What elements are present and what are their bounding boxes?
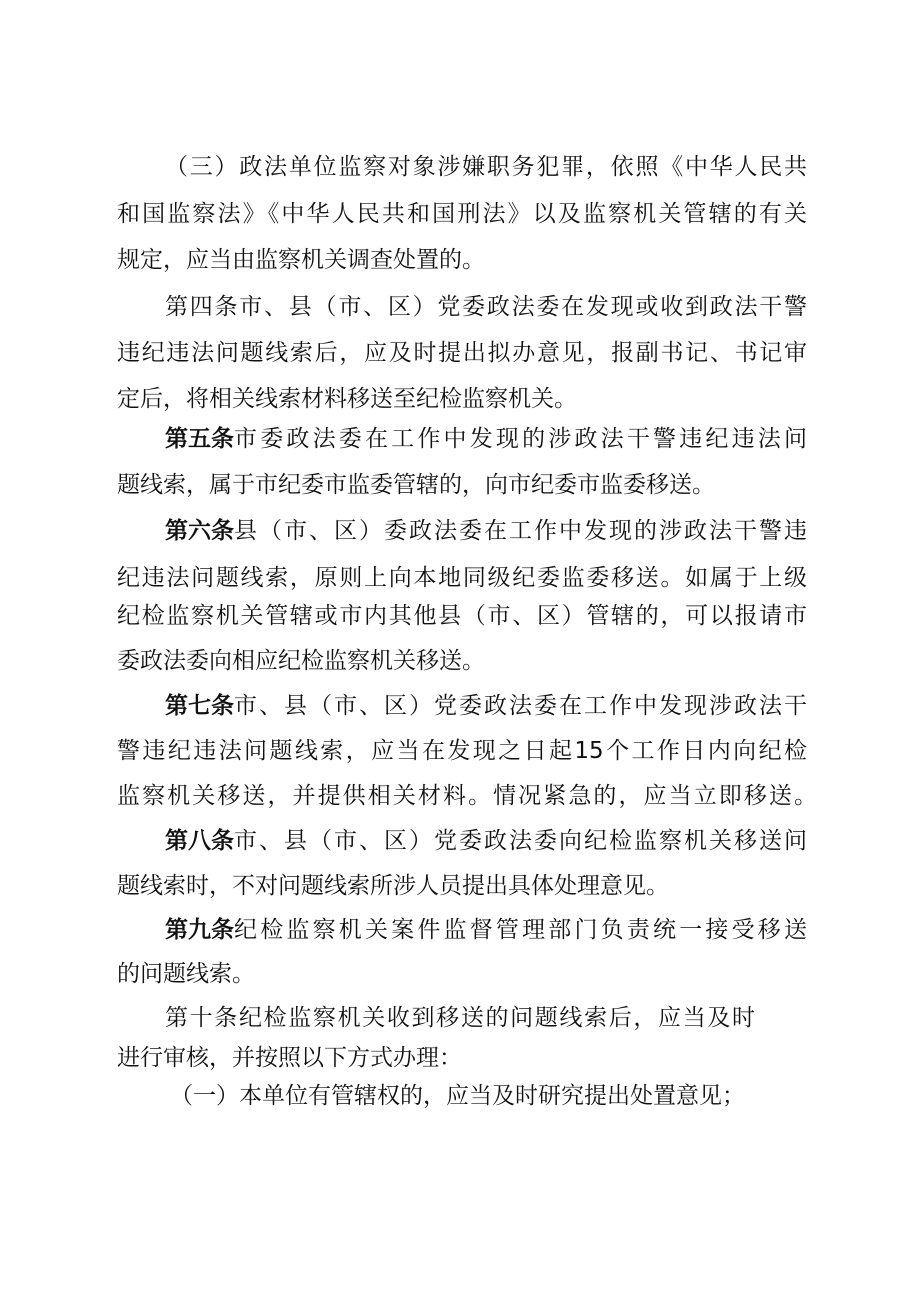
article-9-line-2: 的问题线索。 (117, 961, 255, 987)
article-10-line-1: 第十条纪检监察机关收到移送的问题线索后，应当及时 (165, 1005, 755, 1031)
article-5-text: 市委政法委在工作中发现的涉政法干警违纪违法问 (234, 426, 807, 452)
article-8-text: 市、县（市、区）党委政法委向纪检监察机关移送问 (234, 828, 807, 854)
article-7-text: 市、县（市、区）党委政法委在工作中发现涉政法干 (234, 693, 807, 719)
article-6-line-2: 纪违法问题线索，原则上向本地同级纪委监委移送。如属于上级 (117, 565, 807, 591)
article-6-line-1 (165, 516, 807, 546)
article-7-line-2: 警违纪违法问题线索，应当在发现之日起15个工作日内向纪检 (117, 738, 807, 764)
article-5-heading: 第五条 (165, 426, 234, 452)
article-9-heading: 第九条 (165, 917, 234, 943)
article-7-line-3: 监察机关移送，并提供相关材料。情况紧急的，应当立即移送。 (117, 783, 817, 809)
line-1: （三）政法单位监察对象涉嫌职务犯罪，依照《中华人民共 (165, 154, 807, 180)
line-2: 和国监察法》《中华人民共和国刑法》以及监察机关管辖的有关 (117, 201, 807, 227)
article-6-line-3: 纪检监察机关管辖或市内其他县（市、区）管辖的，可以报请市 (117, 603, 807, 629)
article-8-heading: 第八条 (165, 828, 234, 854)
article-6-heading: 第六条 (165, 518, 234, 544)
article-8-line-1 (165, 826, 807, 856)
article-4-line-2: 违纪违法问题线索后，应及时提出拟办意见，报副书记、书记审 (117, 340, 807, 366)
article-4-line-3: 定后，将相关线索材料移送至纪检监察机关。 (117, 386, 577, 412)
article-5-line-1 (165, 424, 807, 454)
article-9-line-1 (165, 915, 807, 945)
line-3: 规定，应当由监察机关调查处置的。 (117, 247, 485, 273)
article-7-line-1 (165, 691, 807, 721)
article-10-item-1: （一）本单位有管辖权的，应当及时研究提出处置意见； (170, 1083, 745, 1109)
article-5-line-2: 题线索，属于市纪委市监委管辖的，向市纪委市监委移送。 (117, 472, 715, 498)
article-6-text: 县（市、区）委政法委在工作中发现的涉政法干警违 (234, 518, 807, 544)
article-4-line-1: 第四条市、县（市、区）党委政法委在发现或收到政法干警 (165, 294, 807, 320)
article-7-heading: 第七条 (165, 693, 234, 719)
article-10-line-2: 进行审核，并按照以下方式办理： (117, 1045, 462, 1071)
article-8-line-2: 题线索时，不对问题线索所涉人员提出具体处理意见。 (117, 873, 669, 899)
article-9-text: 纪检监察机关案件监督管理部门负责统一接受移送 (234, 917, 807, 943)
article-6-line-4: 委政法委向相应纪检监察机关移送。 (117, 648, 485, 674)
